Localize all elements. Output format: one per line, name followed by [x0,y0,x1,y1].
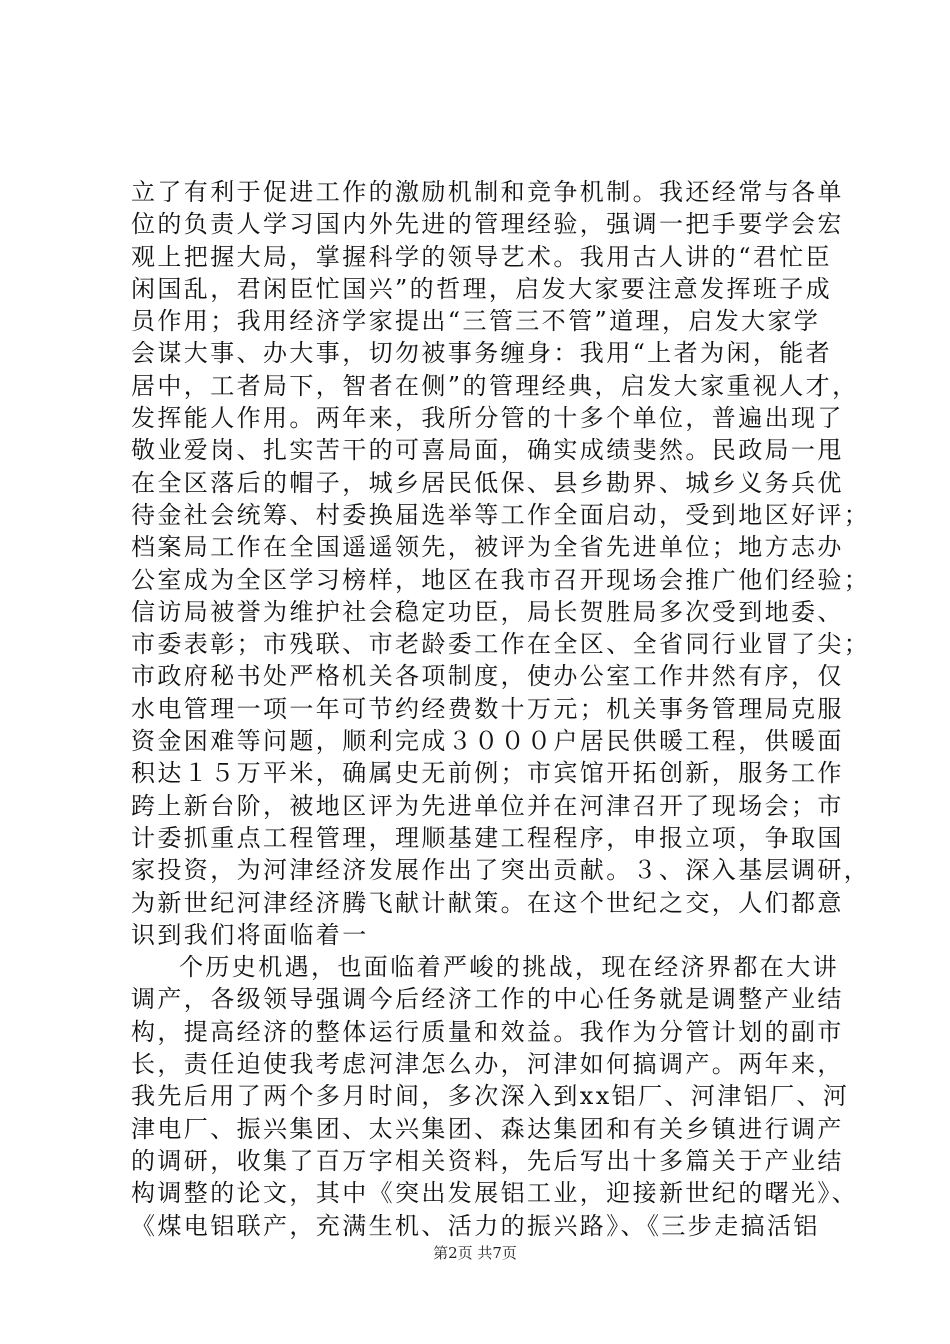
text-line: 积达１５万平米，确属史无前例；市宾馆开拓创新，服务工作 [131,759,844,788]
text-line: 发挥能人作用。两年来，我所分管的十多个单位，普遍出现了 [131,404,844,433]
text-line: 闲国乱，君闲臣忙国兴”的哲理，启发大家要注意发挥班子成 [131,274,833,303]
text-line: 构，提高经济的整体运行质量和效益。我作为分管计划的副市 [131,1017,844,1046]
text-line: 会谋大事、办大事，切勿被事务缠身：我用“上者为闲，能者 [131,339,833,368]
text-line: 水电管理一项一年可节约经费数十万元；机关事务管理局克服 [131,694,844,723]
text-line: 《煤电铝联产，充满生机、活力的振兴路》、《三步走搞活铝 [131,1211,820,1240]
text-line: 市委表彰；市残联、市老龄委工作在全区、全省同行业冒了尖； [131,630,871,659]
text-line: 公室成为全区学习榜样，地区在我市召开现场会推广他们经验； [131,565,871,594]
text-line: 为新世纪河津经济腾飞献计献策。在这个世纪之交，人们都意 [131,888,844,917]
body-text [131,176,871,1242]
text-line: 我先后用了两个多月时间，多次深入到xx铝厂、河津铝厂、河 [131,1082,850,1111]
text-line: 观上把握大局，掌握科学的领导艺术。我用古人讲的“君忙臣 [131,242,833,271]
text-line: 调产，各级领导强调今后经济工作的中心任务就是调整产业结 [131,985,844,1014]
text-line: 居中，工者局下，智者在侧”的管理经典，启发大家重视人才， [131,371,859,400]
text-line: 构调整的论文，其中《突出发展铝工业，迎接新世纪的曙光》、 [131,1179,859,1208]
text-line: 档案局工作在全国遥遥领先，被评为全省先进单位；地方志办 [131,533,844,562]
text-line: 员作用；我用经济学家提出“三管三不管”道理，启发大家学 [131,307,821,336]
text-line: 在全区落后的帽子，城乡居民低保、县乡勘界、城乡义务兵优 [131,468,844,497]
text-line: 长，责任迫使我考虑河津怎么办，河津如何搞调产。两年来， [131,1050,844,1079]
text-line: 位的负责人学习国内外先进的管理经验，强调一把手要学会宏 [131,210,844,239]
text-line: 家投资，为河津经济发展作出了突出贡献。３、深入基层调研， [131,856,871,885]
text-line: 识到我们将面临着一 [131,920,369,949]
text-line: 资金困难等问题，顺利完成３０００户居民供暖工程，供暖面 [131,727,844,756]
text-line: 市政府秘书处严格机关各项制度，使办公室工作井然有序，仅 [131,662,844,691]
text-line: 信访局被誉为维护社会稳定功臣，局长贺胜局多次受到地委、 [131,597,844,626]
text-line: 计委抓重点工程管理，理顺基建工程程序，申报立项，争取国 [131,823,844,852]
page-footer: 第2页 共7页 [433,1244,517,1262]
text-line: 的调研，收集了百万字相关资料，先后写出十多篇关于产业结 [131,1146,844,1175]
text-line: 个历史机遇，也面临着严峻的挑战，现在经济界都在大讲 [179,953,839,982]
text-line: 立了有利于促进工作的激励机制和竞争机制。我还经常与各单 [131,178,844,206]
text-line: 津电厂、振兴集团、太兴集团、森达集团和有关乡镇进行调产 [131,1114,844,1143]
text-line: 敬业爱岗、扎实苦干的可喜局面，确实成绩斐然。民政局一甩 [131,436,844,465]
text-line: 待金社会统筹、村委换届选举等工作全面启动，受到地区好评； [131,500,871,529]
text-line: 跨上新台阶，被地区评为先进单位并在河津召开了现场会；市 [131,791,844,820]
